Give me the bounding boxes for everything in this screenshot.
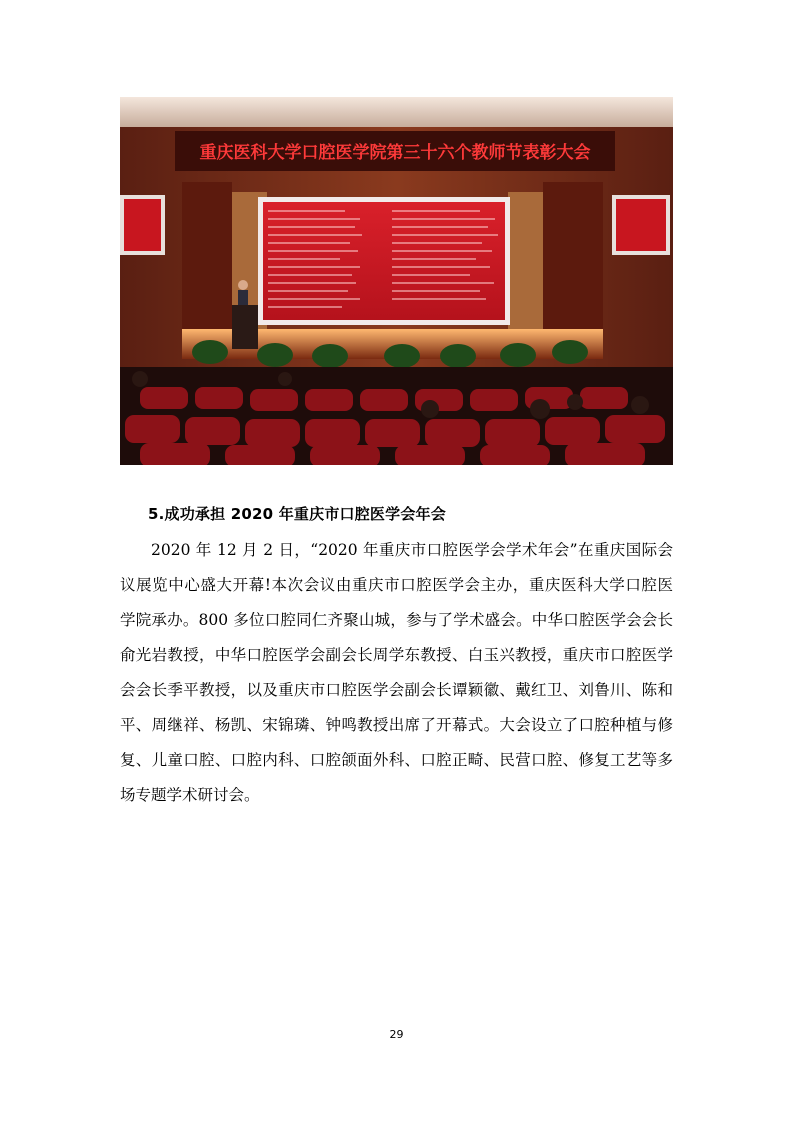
page-number: 29 bbox=[389, 1028, 404, 1041]
paragraph-line: 场专题学术研讨会。 bbox=[120, 786, 260, 804]
section-heading: 5.成功承担 2020 年重庆市口腔医学会年会 bbox=[148, 505, 446, 523]
ceremony-photo bbox=[120, 97, 673, 465]
paragraph-line: 复、儿童口腔、口腔内科、口腔颌面外科、口腔正畸、民营口腔、修复工艺等多 bbox=[120, 751, 673, 769]
paragraph-line: 学院承办。800 多位口腔同仁齐聚山城，参与了学术盛会。中华口腔医学会会长 bbox=[120, 611, 673, 629]
paragraph-line: 会会长季平教授，以及重庆市口腔医学会副会长谭颖徽、戴红卫、刘鲁川、陈和 bbox=[120, 681, 673, 699]
paragraph-line: 2020 年 12 月 2 日，“2020 年重庆市口腔医学会学术年会”在重庆国际会 bbox=[151, 541, 673, 559]
banner-text: 重庆医科大学口腔医学院第三十六个教师节表彰大会 bbox=[199, 143, 591, 163]
paragraph-line: 俞光岩教授，中华口腔医学会副会长周学东教授、白玉兴教授，重庆市口腔医学 bbox=[120, 646, 673, 664]
body-paragraph bbox=[120, 533, 673, 813]
paragraph-line: 议展览中心盛大开幕!本次会议由重庆市口腔医学会主办，重庆医科大学口腔医 bbox=[120, 576, 673, 594]
paragraph-line: 平、周继祥、杨凯、宋锦璘、钟鸣教授出席了开幕式。大会设立了口腔种植与修 bbox=[120, 716, 673, 734]
